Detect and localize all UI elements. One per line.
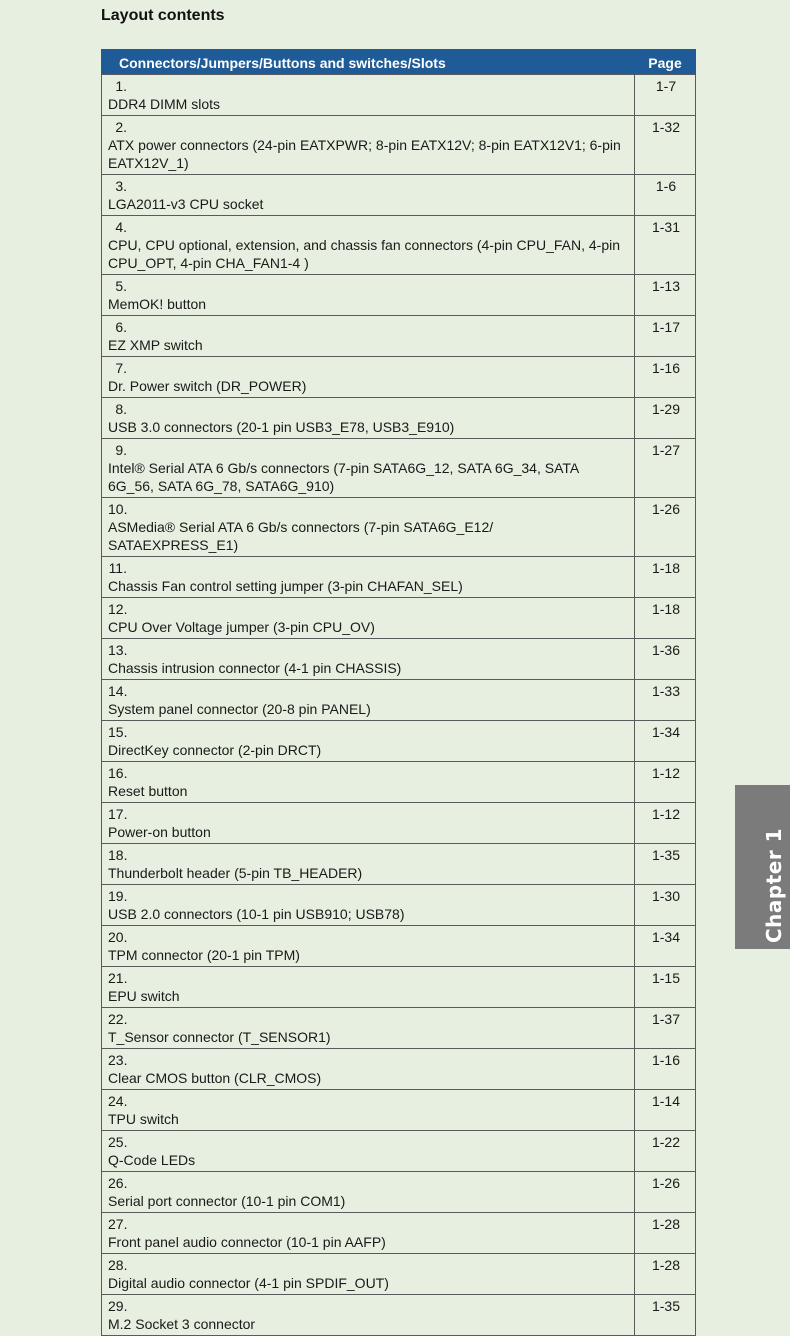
page-cell: 1-34 — [635, 721, 696, 762]
page-cell: 1-18 — [635, 557, 696, 598]
item-number: 29. — [108, 1298, 128, 1314]
item-cell — [102, 275, 635, 316]
item-cell — [102, 967, 635, 1008]
item-number: 18. — [108, 847, 128, 863]
item-description: ATX power connectors (24-pin EATXPWR; 8-pin EATX12V; 8-pin EATX12V1; 6-pin EATX12V_1) — [108, 137, 621, 171]
table-row — [102, 175, 696, 216]
item-description: EPU switch — [108, 988, 180, 1004]
item-cell — [102, 357, 635, 398]
item-description: DDR4 DIMM slots — [108, 96, 221, 112]
item-number: 23. — [108, 1052, 128, 1068]
table-row — [102, 1090, 696, 1131]
table-row — [102, 680, 696, 721]
header-page: Page — [635, 50, 696, 75]
table-body — [102, 75, 696, 1336]
page-cell: 1-6 — [635, 175, 696, 216]
item-description: USB 3.0 connectors (20-1 pin USB3_E78, USB3_E910) — [108, 419, 455, 435]
item-number: 9. — [115, 442, 127, 458]
page-cell: 1-26 — [635, 498, 696, 557]
item-description: TPU switch — [108, 1111, 179, 1127]
table-row — [102, 885, 696, 926]
item-cell — [102, 1049, 635, 1090]
item-number: 20. — [108, 929, 128, 945]
page-cell: 1-16 — [635, 1049, 696, 1090]
item-cell — [102, 398, 635, 439]
item-cell — [102, 680, 635, 721]
item-description: T_Sensor connector (T_SENSOR1) — [108, 1029, 331, 1045]
page-cell: 1-17 — [635, 316, 696, 357]
item-number: 13. — [108, 642, 128, 658]
item-number: 1. — [115, 78, 127, 94]
item-number: 24. — [108, 1093, 128, 1109]
item-cell — [102, 1254, 635, 1295]
page-cell: 1-30 — [635, 885, 696, 926]
table-row — [102, 1008, 696, 1049]
page-cell: 1-36 — [635, 639, 696, 680]
table-row — [102, 762, 696, 803]
layout-contents-table — [101, 49, 696, 1336]
page-cell: 1-18 — [635, 598, 696, 639]
header-item: Connectors/Jumpers/Buttons and switches/Slots — [102, 50, 635, 75]
table-row — [102, 498, 696, 557]
item-cell — [102, 1172, 635, 1213]
item-description: USB 2.0 connectors (10-1 pin USB910; USB78) — [108, 906, 405, 922]
page-cell: 1-27 — [635, 439, 696, 498]
item-number: 26. — [108, 1175, 128, 1191]
item-description: Chassis Fan control setting jumper (3-pin CHAFAN_SEL) — [108, 578, 463, 594]
page-cell: 1-12 — [635, 762, 696, 803]
page-cell: 1-31 — [635, 216, 696, 275]
table-row — [102, 557, 696, 598]
table-row — [102, 1295, 696, 1336]
item-cell — [102, 557, 635, 598]
page-cell: 1-15 — [635, 967, 696, 1008]
item-description: Serial port connector (10-1 pin COM1) — [108, 1193, 346, 1209]
item-description: System panel connector (20-8 pin PANEL) — [108, 701, 371, 717]
item-number: 21. — [108, 970, 128, 986]
table-row — [102, 439, 696, 498]
item-cell — [102, 762, 635, 803]
page-cell: 1-32 — [635, 116, 696, 175]
page-cell: 1-16 — [635, 357, 696, 398]
item-number: 25. — [108, 1134, 128, 1150]
table-header-row — [102, 50, 696, 75]
page-cell: 1-35 — [635, 844, 696, 885]
item-description: DirectKey connector (2-pin DRCT) — [108, 742, 322, 758]
item-number: 15. — [108, 724, 128, 740]
item-number: 2. — [115, 119, 127, 135]
item-cell — [102, 1008, 635, 1049]
item-number: 17. — [108, 806, 128, 822]
item-cell — [102, 844, 635, 885]
item-number: 8. — [115, 401, 127, 417]
page-cell: 1-28 — [635, 1213, 696, 1254]
item-description: LGA2011-v3 CPU socket — [108, 196, 264, 212]
item-cell — [102, 498, 635, 557]
item-cell — [102, 316, 635, 357]
table-row — [102, 398, 696, 439]
item-cell — [102, 598, 635, 639]
item-cell — [102, 1090, 635, 1131]
item-description: CPU, CPU optional, extension, and chassis fan connectors (4-pin CPU_FAN, 4-pin CPU_OPT, 4-pin CHA_FAN1-4 ) — [108, 237, 621, 271]
table-row — [102, 357, 696, 398]
table-row — [102, 316, 696, 357]
page-cell: 1-35 — [635, 1295, 696, 1336]
page-cell: 1-13 — [635, 275, 696, 316]
table-row — [102, 926, 696, 967]
item-description: Thunderbolt header (5-pin TB_HEADER) — [108, 865, 363, 881]
page-cell: 1-33 — [635, 680, 696, 721]
page-cell: 1-29 — [635, 398, 696, 439]
table-row — [102, 1254, 696, 1295]
page-cell: 1-37 — [635, 1008, 696, 1049]
page-cell: 1-14 — [635, 1090, 696, 1131]
item-description: TPM connector (20-1 pin TPM) — [108, 947, 300, 963]
item-description: Chassis intrusion connector (4-1 pin CHASSIS) — [108, 660, 402, 676]
table-row — [102, 1049, 696, 1090]
item-cell — [102, 803, 635, 844]
table-row — [102, 721, 696, 762]
item-number: 19. — [108, 888, 128, 904]
item-cell — [102, 75, 635, 116]
item-description: Dr. Power switch (DR_POWER) — [108, 378, 307, 394]
table-row — [102, 275, 696, 316]
item-description: EZ XMP switch — [108, 337, 203, 353]
page-cell: 1-26 — [635, 1172, 696, 1213]
item-description: MemOK! button — [108, 296, 207, 312]
item-number: 22. — [108, 1011, 128, 1027]
item-description: Digital audio connector (4-1 pin SPDIF_OUT) — [108, 1275, 389, 1291]
page-cell: 1-22 — [635, 1131, 696, 1172]
item-number: 14. — [108, 683, 128, 699]
item-number: 5. — [115, 278, 127, 294]
table-row — [102, 639, 696, 680]
item-description: Power-on button — [108, 824, 211, 840]
item-description: Q-Code LEDs — [108, 1152, 196, 1168]
item-number: 11. — [108, 560, 127, 576]
table-row — [102, 1172, 696, 1213]
page-cell: 1-7 — [635, 75, 696, 116]
item-number: 10. — [108, 501, 128, 517]
item-number: 4. — [115, 219, 127, 235]
item-cell — [102, 1131, 635, 1172]
table-row — [102, 1213, 696, 1254]
table-row — [102, 844, 696, 885]
table-row — [102, 116, 696, 175]
table-row — [102, 598, 696, 639]
item-number: 6. — [115, 319, 127, 335]
table-row — [102, 75, 696, 116]
table-row — [102, 967, 696, 1008]
page-cell: 1-28 — [635, 1254, 696, 1295]
item-description: Front panel audio connector (10-1 pin AAFP) — [108, 1234, 386, 1250]
item-cell — [102, 885, 635, 926]
item-cell — [102, 1213, 635, 1254]
item-cell — [102, 439, 635, 498]
item-cell — [102, 721, 635, 762]
chapter-tab-label: Chapter 1 — [762, 827, 786, 943]
item-number: 16. — [108, 765, 128, 781]
item-description: M.2 Socket 3 connector — [108, 1316, 256, 1332]
page-title: Layout contents — [101, 7, 225, 24]
item-number: 27. — [108, 1216, 128, 1232]
table-row — [102, 1131, 696, 1172]
item-number: 7. — [115, 360, 127, 376]
table-row — [102, 803, 696, 844]
page-cell: 1-12 — [635, 803, 696, 844]
page-cell: 1-34 — [635, 926, 696, 967]
item-cell — [102, 639, 635, 680]
item-cell — [102, 926, 635, 967]
item-cell — [102, 116, 635, 175]
item-number: 12. — [108, 601, 128, 617]
item-cell — [102, 216, 635, 275]
item-cell — [102, 1295, 635, 1336]
item-number: 28. — [108, 1257, 128, 1273]
item-number: 3. — [115, 178, 127, 194]
item-cell — [102, 175, 635, 216]
item-description: Intel® Serial ATA 6 Gb/s connectors (7-pin SATA6G_12, SATA 6G_34, SATA 6G_56, SATA 6G_78, SATA6G_910) — [108, 460, 579, 494]
item-description: ASMedia® Serial ATA 6 Gb/s connectors (7-pin SATA6G_E12/ SATAEXPRESS_E1) — [108, 519, 494, 553]
table-row — [102, 216, 696, 275]
chapter-tab — [735, 785, 790, 949]
item-description: Clear CMOS button (CLR_CMOS) — [108, 1070, 322, 1086]
item-description: Reset button — [108, 783, 188, 799]
item-description: CPU Over Voltage jumper (3-pin CPU_OV) — [108, 619, 375, 635]
